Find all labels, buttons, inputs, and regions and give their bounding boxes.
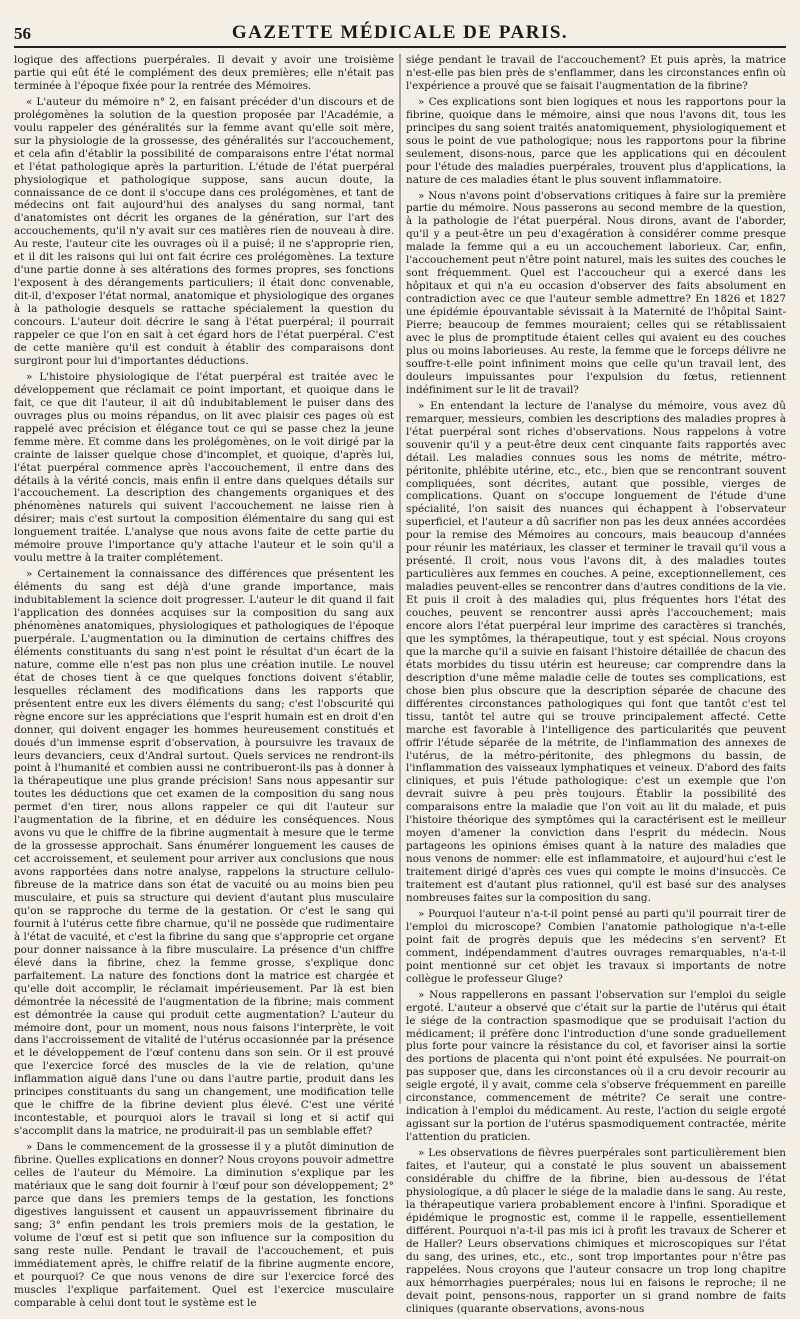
paragraph: » Dans le commencement de la grossesse il y a plutôt diminution de fibrine. Quelles explications en donner? Nous croyons pouvoir admettre celles de l'auteur du Mémoire. La diminution s'explique par les matériaux que le sang doit fournir à l'œuf pour son développement; 2° parce que dans les premiers temps de la gestation, les fonctions digestives languissent et causent un appauvrissement fibrinaire du sang; 3° enfin pendant les trois premiers mois de la gestation, le volume de l'œuf est si petit que son influence sur la composition du sang reste nulle. Pendant le travail de l'accouchement, et puis immédiatement après, le chiffre relatif de la fibrine augmente encore, et pourquoi? Ce que nous venons de dire sur l'exercice forcé des muscles l'explique parfaitement. Quel est l'exercice musculaire comparable à celui dont tout le système est le xyxy=(14,1141,394,1309)
text-columns xyxy=(14,54,786,1315)
paragraph: » Pourquoi l'auteur n'a-t-il point pensé au parti qu'il pourrait tirer de l'emploi du microscope? Combien l'anatomie pathologique n'a-t-elle point fait de progrès depuis que les médecins s'en servent? Et comment, indépendamment d'autres ouvrages remarquables, n'a-t-il point mentionné sur cet objet les travaux si importants de notre collègue le professeur Gluge? xyxy=(406,907,786,985)
paragraph: » Les observations de fièvres puerpérales sont particulièrement bien faites, et l'auteur, qui a constaté le plus souvent un abaissement considérable du chiffre de la fibrine, bien au-dessous de l'état physiologique, a dû placer le siége de la maladie dans le sang. Au reste, la thérapeutique variera probablement encore à l'infini. Sporadique et épidémique le prognostic est, comme il le rappelle, essentiellement différent. Pourquoi n'a-t-il pas mis ici à profit les travaux de Scherer et de Haller? Leurs observations chimiques et microscopiques sur l'état du sang, des urines, etc., etc., sont trop importantes pour n'être pas rappelées. Nous croyons que l'auteur consacre un trop long chapitre aux hémorrhagies puerpérales; nous lui en faisons le reproche; il ne devait point, pensons-nous, rapporter un si grand nombre de faits cliniques (quarante observations, avons-nous xyxy=(406,1147,786,1315)
paragraph: « L'auteur du mémoire n° 2, en faisant précéder d'un discours et de prolégomènes la solution de la question proposée par l'Académie, a voulu rappeler des généralités sur la femme avant qu'elle soit mère, sur la physiologie de la grossesse, des généralités sur l'accouchement, et cela afin d'établir la possibilité de comparaisons entre l'état normal et l'état pathologique après la parturition. L'étude de l'état puerpéral physiologique et pathologique suppose, sans aucun doute, la connaissance de ce dont il s'occupe dans ces prolégomènes, et tant de médecins ont fait aujourd'hui des analyses du sang normal, tant d'anatomistes ont décrit les organes de la génération, sur l'art des accouchements, qu'il n'y avait sur ces matières rien de nouveau à dire. Au reste, l'auteur cite les ouvrages où il a puisé; il ne s'approprie rien, et il dit les raisons qui lui ont fait écrire ces prolégomènes. La texture d'une partie donne à ses altérations des formes propres, ses fonctions l'exposent à des dérangements particuliers; il était donc convenable, dit-il, d'exposer l'état normal, anatomique et physiologique des organes à la pathologie desquels se rattache spécialement la question du concours. L'auteur doit décrire le sang à l'état puerpéral; il pourrait rappeler ce que l'on en sait à cet égard hors de l'état puerpéral. C'est de cette manière qu'il est conduit à établir des comparaisons dont surgiront pour lui d'importantes déductions. xyxy=(14,95,394,367)
journal-title: GAZETTE MÉDICALE DE PARIS. xyxy=(231,22,569,43)
paragraph: » Nous n'avons point d'observations critiques à faire sur la première partie du mémoire. Nous passerons au second membre de la question, à la pathologie de l'état puerpéral. Nous dirons, avant de l'aborder, qu'il y a peut-être un peu d'exagération à considérer comme presque malade la femme qui a eu un accouchement laborieux. Car, enfin, l'accouchement peut n'être point naturel, mais les suites des couches le sont fréquemment. Quel est l'accoucheur qui a exercé dans les hôpitaux et qui n'a eu occasion d'observer des faits absolument en contradiction avec ce que l'auteur semble admettre? En 1826 et 1827 une épidémie épouvantable sévissait à la Maternité de l'hôpital Saint-Pierre; beaucoup de femmes mouraient; celles qui se rétablissaient avec le plus de promptitude étaient celles qui avaient eu des couches plus ou moins laborieuses. Au reste, la femme que le forceps délivre ne souffre-t-elle point infiniment moins que celle qu'un travail lent, des douleurs impuissantes pour l'expulsion du fœtus, retiennent indéfiniment sur le lit de travail? xyxy=(406,189,786,396)
paragraph: » L'histoire physiologique de l'état puerpéral est traitée avec le développement que réclamait ce point important, et quoique dans le fait, ce que dit l'auteur, il ait dû indubitablement le puiser dans des ouvrages plus ou moins répandus, on lit avec plaisir ces pages où est rappelé avec précision et élégance tout ce qui se passe chez la jeune femme mère. Et comme dans les prolégomènes, on le voit dirigé par la crainte de laisser quelque chose d'incomplet, et quoique, d'après lui, l'état puerpéral commence après l'accouchement, il entre dans des détails à la vérité concis, mais enfin il entre dans quelques détails sur l'accouchement. La description des changements organiques et des phénomènes naturels qui suivent l'accouchement ne laisse rien à désirer; mais c'est surtout la composition élémentaire du sang qui est longuement traitée. L'analyse que nous avons faite de cette partie du mémoire prouve l'importance qu'y attache l'auteur et le soin qu'il a voulu mettre à la traiter complétement. xyxy=(14,370,394,565)
paragraph: » Nous rappellerons en passant l'observation sur l'emploi du seigle ergoté. L'auteur a observé que c'était sur la partie de l'utérus qui était le siége de la contraction spasmodique que se produisait l'action du médicament; il préfère donc l'introduction d'une sonde graduellement plus forte pour vaincre la résistance du col, et favoriser ainsi la sortie des portions de placenta qui n'ont point été expulsées. Ne pourrait-on pas supposer que, dans les circonstances où il a cru devoir recourir au seigle ergoté, il y avait, comme cela s'observe fréquemment en pareille circonstance, commencement de métrite? Ce serait une contre-indication à l'emploi du médicament. Au reste, l'action du seigle ergoté agissant sur la portion de l'utérus spasmodiquement contractée, mérite l'attention du praticien. xyxy=(406,988,786,1144)
right-column xyxy=(406,54,786,1319)
paragraph: » Ces explications sont bien logiques et nous les rapportons pour la fibrine, quoique dans le mémoire, ainsi que nous l'avons dit, tous les principes du sang soient traités anatomiquement, physiologiquement et sous le point de vue pathologique; nous les rapportons pour la fibrine seulement, disons-nous, parce que les applications qui en découlent pour l'étude des maladies puerpérales, trouvent plus d'applications, la nature de ces maladies étant le plus souvent inflammatoire. xyxy=(406,95,786,186)
paragraph: siége pendant le travail de l'accouchement? Et puis après, la matrice n'est-elle pas bien près de s'enflammer, dans les circonstances enfin où l'expérience a prouvé que se faisait l'augmentation de la fibrine? xyxy=(406,54,786,92)
paragraph: » Certainement la connaissance des différences que présentent les éléments du sang est déjà d'une grande importance, mais indubitablement la science doit progresser. L'auteur le dit quand il fait l'application des données acquises sur la composition du sang aux phénomènes anatomiques, physiologiques et pathologiques de l'époque puerpérale. L'augmentation ou la diminution de certains chiffres des éléments constituants du sang n'est point le résultat d'un écart de la nature, comme elle n'est pas non plus une création inutile. Le nouvel état de choses tient à ce que quelques fonctions doivent s'établir, lesquelles réclament des modifications dans les rapports que présentent entre eux les divers éléments du sang; c'est l'obscurité qui règne encore sur les appréciations que l'esprit humain est en droit d'en donner, qui doivent engager les hommes heureusement constitués et doués d'un immense esprit d'observation, à poursuivre les travaux de leurs devanciers, ceux d'Andral surtout. Quels services ne rendront-ils point à l'humanité et combien aussi ne contribueront-ils pas à donner à la thérapeutique une plus grande précision! Sans nous appesantir sur toutes les déductions que cet examen de la composition du sang nous permet d'en tirer, nous allons rappeler ce qui dit l'auteur sur l'augmentation de la fibrine, et en déduire les conséquences. Nous avons vu que le chiffre de la fibrine augmentait à mesure que le terme de la grossesse approchait. Sans énumérer longuement les causes de cet accroissement, et seulement pour arriver aux conclusions que nous avons rapportées dans notre analyse, rappelons la structure cellulo-fibreuse de la matrice dans son état de vacuité ou au moins bien peu musculaire, et puis sa structure qui devient d'autant plus musculaire qu'on se rapproche du terme de la gestation. Or c'est le sang qui fournit à l'utérus cette fibre charnue, qu'il ne possède que rudimentaire à l'état de vacuité, et c'est la fibrine du sang que s'approprie cet organe pour donner naissance à la fibre musculaire. La présence d'un chiffre élevé dans la fibrine, chez la femme grosse, s'explique donc parfaitement. La nature des fonctions dont la matrice est chargée et qu'elle doit accomplir, le réclamait impérieusement. Par là est bien démontrée la nécessité de l'augmentation de la fibrine; mais comment est démontrée la cause qui produit cette augmentation? L'auteur du mémoire dont, pour un moment, nous nous faisons l'interprète, le voit dans l'accroissement de vitalité de l'utérus occasionnée par la présence et le développement de l'œuf contenu dans son sein. Or il est prouvé que l'exercice forcé des muscles de la vie de relation, qu'une inflammation aiguë dans l'une ou dans l'autre partie, produit dans les principes constituants du sang un changement, une modification telle que le chiffre de la fibrine devient plus élevé. C'est une vérité incontestable, et pourquoi alors le travail si long et si actif qui s'accomplit dans la matrice, ne produirait-il pas un semblable effet? xyxy=(14,568,394,1138)
paragraph: » En entendant la lecture de l'analyse du mémoire, vous avez dû remarquer, messieurs, combien les descriptions des maladies propres à l'état puerpéral sont riches d'observations. Nous rappelons à votre souvenir qu'il y a peut-être deux cent cinquante faits rapportés avec détail. Les maladies connues sous les noms de métrite, métro-péritonite, phlébite utérine, etc., etc., bien que se rencontrant souvent compliquées, sont décrites, autant que possible, vierges de complications. Quant on s'occupe longuement de l'étude d'une spécialité, l'on saisit des nuances qui échappent à l'observateur superficiel, et l'auteur a dû sacrifier non pas les deux années accordées pour la remise des Mémoires au concours, mais beaucoup d'années pour réunir les matériaux, les classer et terminer le travail qu'il vous a présenté. Il croit, nous vous l'avons dit, à des maladies toutes particulières aux femmes en couches. A peine, exceptionnellement, ces maladies peuvent-elles se rencontrer dans d'autres conditions de la vie. Et puis il croit à des maladies qui, plus fréquentes hors l'état des couches, peuvent se rencontrer aussi après l'accouchement; mais encore alors l'état puerpéral leur imprime des caractères si tranchés, que les symptômes, la thérapeutique, tout y est spécial. Nous croyons que la marche qu'il a suivie en faisant l'histoire détaillée de chacun des états morbides du tissu utérin est heureuse; car comprendre dans la description d'une même maladie celle de toutes ses complications, est chose bien plus obscure que la description séparée de chacune des différentes circonstances pathologiques qui font que tantôt c'est tel tissu, tantôt tel autre qui se trouve principalement affecté. Cette marche est favorable à l'intelligence des particularités que peuvent offrir l'étude séparée de la métrite, de l'inflammation des annexes de l'utérus, de la métro-péritonite, des phlegmons du bassin, de l'inflammation des vaisseaux lymphatiques et veineux. D'abord des faits cliniques, et puis l'étude pathologique: c'est un exemple que l'on devrait suivre à peu près toujours. Établir la possibilité des comparaisons entre la maladie que l'on voit au lit du malade, et puis l'histoire théorique des symptômes qui la caractérisent est le meilleur moyen d'amener la conviction dans l'esprit du médecin. Nous partageons les opinions émises quant à la nature des maladies que nous venons de nommer: elle est inflammatoire, et aujourd'hui c'est le traitement dirigé d'après ces vues qui compte le moins d'insuccès. Ce traitement est d'autant plus rationnel, qu'il est basé sur des analyses nombreuses faites sur la composition du sang. xyxy=(406,399,786,904)
page-header xyxy=(14,10,786,48)
left-column xyxy=(14,54,394,1319)
page-number: 56 xyxy=(14,24,31,43)
paragraph: logique des affections puerpérales. Il devait y avoir une troisième partie qui eût été le complément des deux premières; elle n'était pas terminée à l'époque fixée pour la rentrée des Mémoires. xyxy=(14,54,394,92)
